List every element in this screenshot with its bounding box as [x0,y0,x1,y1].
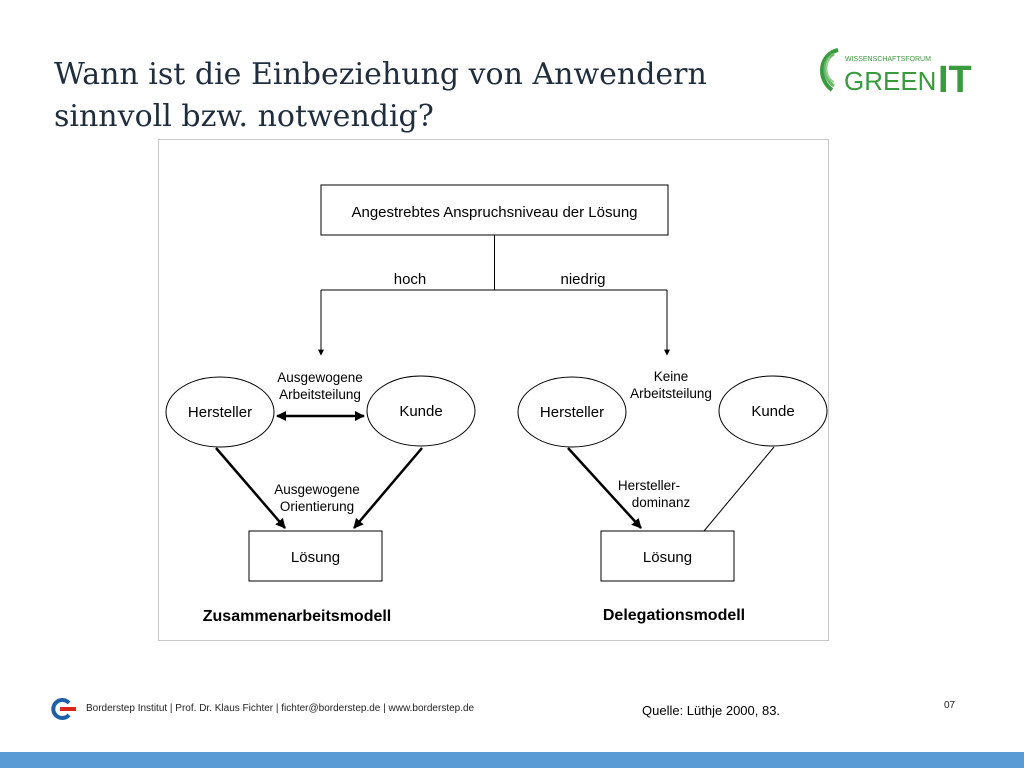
left-producer-label: Hersteller [187,404,253,421]
left-model-caption: Zusammenarbeitsmodell [202,608,392,625]
right-solution-label: Lösung [642,549,693,566]
branch-connector [321,235,667,355]
right-relation-line2: Arbeitsteilung [630,386,712,401]
right-customer-label: Kunde [751,403,795,420]
right-model-caption: Delegationsmodell [602,607,746,624]
green-it-logo [812,44,982,100]
source-citation: Quelle: Lüthje 2000, 83. [642,703,781,718]
left-orientation-line1: Ausgewogene [274,482,360,497]
diagram [159,140,830,642]
logo-small-text: WISSENSCHAFTSFORUM [845,56,931,63]
slide-title-line2: sinnvoll bzw. notwendig? [54,99,434,134]
left-solution-label: Lösung [290,549,341,566]
slide-title-line1: Wann ist die Einbeziehung von Anwendern [54,57,707,92]
leaf-swirl-icon [822,50,838,90]
left-relation-line1: Ausgewogene [277,370,363,385]
diagram-frame [158,139,829,641]
right-dominance-line2: dominanz [631,495,691,510]
footer-text: Borderstep Institut | Prof. Dr. Klaus Fichter | fichter@borderstep.de | www.borderstep.de [86,703,475,714]
bottom-bar [0,752,1024,768]
slide-title [54,54,774,138]
logo-green-text: GREEN [844,66,937,96]
goal-box-label: Angestrebtes Anspruchsniveau der Lösung [351,204,638,221]
right-relation-line1: Keine [653,369,689,384]
branch-label-low: niedrig [560,271,606,288]
logo-it-text: IT [938,59,972,100]
borderstep-logo-icon [50,698,76,720]
page-number: 07 [944,700,956,711]
left-orientation-line2: Orientierung [279,499,355,514]
right-customer-to-solution-line [704,447,774,531]
left-relation-line2: Arbeitsteilung [279,387,361,402]
right-producer-label: Hersteller [539,404,605,421]
left-customer-to-solution-arrow [354,448,422,528]
branch-label-high: hoch [393,271,427,288]
right-dominance-line1: Hersteller- [617,478,681,493]
left-customer-label: Kunde [399,403,443,420]
